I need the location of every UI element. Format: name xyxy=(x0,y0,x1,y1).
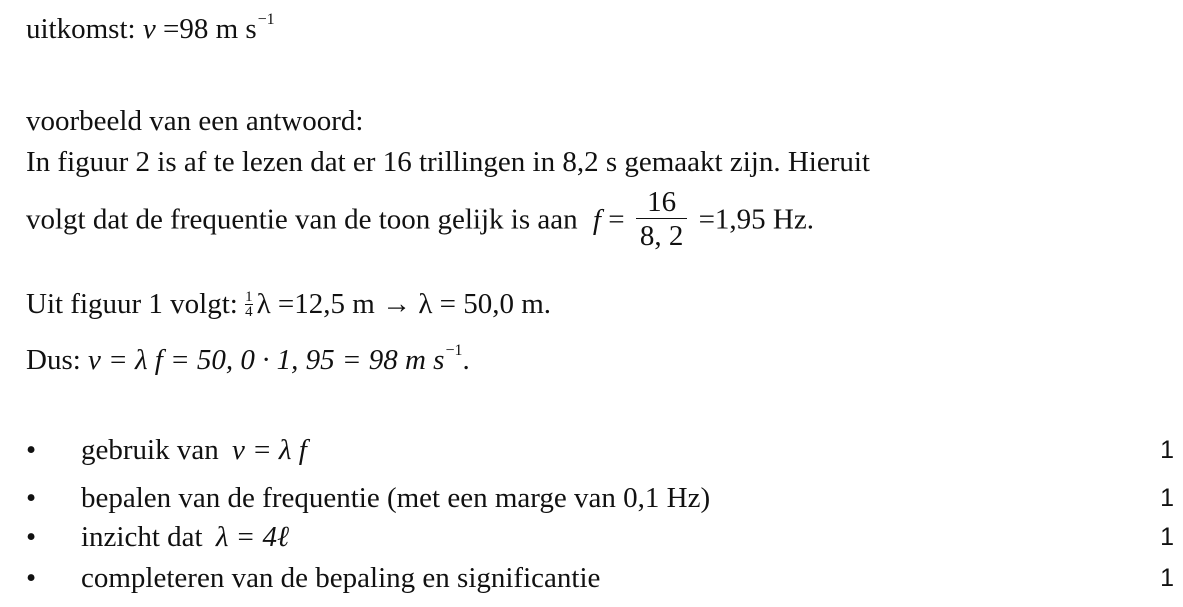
bullet-icon: • xyxy=(26,562,37,594)
criteria-label: inzicht dat xyxy=(81,521,203,553)
frequency-fraction xyxy=(636,186,688,253)
conclusion-period: . xyxy=(462,344,470,376)
result-unit: m s xyxy=(215,13,257,45)
example-line-2 xyxy=(26,186,814,253)
bullet-icon: • xyxy=(26,521,37,553)
velocity-exponent: −1 xyxy=(445,342,463,359)
example-line-4 xyxy=(26,343,470,382)
frequency-symbol: f xyxy=(592,203,601,236)
criteria-formula: λ = 4ℓ xyxy=(215,521,290,553)
criteria-item xyxy=(0,481,1183,515)
example-heading: voorbeeld van een antwoord: xyxy=(26,105,364,137)
criteria-text xyxy=(81,520,289,554)
criteria-item xyxy=(0,433,1183,467)
criteria-item xyxy=(0,561,1183,595)
fraction-numerator: 16 xyxy=(647,186,677,218)
velocity-symbol: v xyxy=(142,13,156,45)
criteria-formula: v = λ f xyxy=(231,434,307,466)
criteria-label: gebruik van xyxy=(81,434,219,466)
equals-sign: = xyxy=(608,203,625,236)
example-line-3 xyxy=(26,287,551,321)
criteria-item xyxy=(0,520,1183,554)
criteria-score: 1 xyxy=(1160,436,1174,464)
result-line xyxy=(26,12,275,51)
result-exponent: −1 xyxy=(257,11,275,28)
equals-sign: = xyxy=(162,13,180,45)
result-value: 98 xyxy=(179,13,209,45)
criteria-text xyxy=(81,433,307,467)
criteria-label: bepalen van de frequentie (met een marge van 0,1 Hz) xyxy=(81,482,711,514)
criteria-score: 1 xyxy=(1160,564,1174,592)
fraction-denominator: 8, 2 xyxy=(639,220,684,252)
criteria-score: 1 xyxy=(1160,484,1174,512)
quarter-fraction xyxy=(245,290,253,319)
bullet-icon: • xyxy=(26,434,37,466)
criteria-text xyxy=(81,481,710,515)
velocity-formula: v = λ f = 50, 0 · 1, 95 = 98 m s xyxy=(88,344,445,376)
quarter-denominator: 4 xyxy=(245,303,253,320)
criteria-text xyxy=(81,561,600,595)
wavelength-formula: λ =12,5 m → λ = 50,0 m. xyxy=(256,288,552,320)
frequency-text: volgt dat de frequentie van de toon gelijk is aan xyxy=(26,203,578,236)
quarter-numerator: 1 xyxy=(245,288,253,305)
frequency-result: =1,95 Hz. xyxy=(698,203,814,236)
example-line-1: In figuur 2 is af te lezen dat er 16 trillingen in 8,2 s gemaakt zijn. Hieruit xyxy=(26,146,870,178)
criteria-label: completeren van de bepaling en significantie xyxy=(81,562,601,594)
result-label: uitkomst: xyxy=(26,13,136,45)
conclusion-prefix: Dus: xyxy=(26,344,81,376)
wavelength-prefix: Uit figuur 1 volgt: xyxy=(26,288,238,320)
bullet-icon: • xyxy=(26,482,37,514)
criteria-score: 1 xyxy=(1160,523,1174,551)
